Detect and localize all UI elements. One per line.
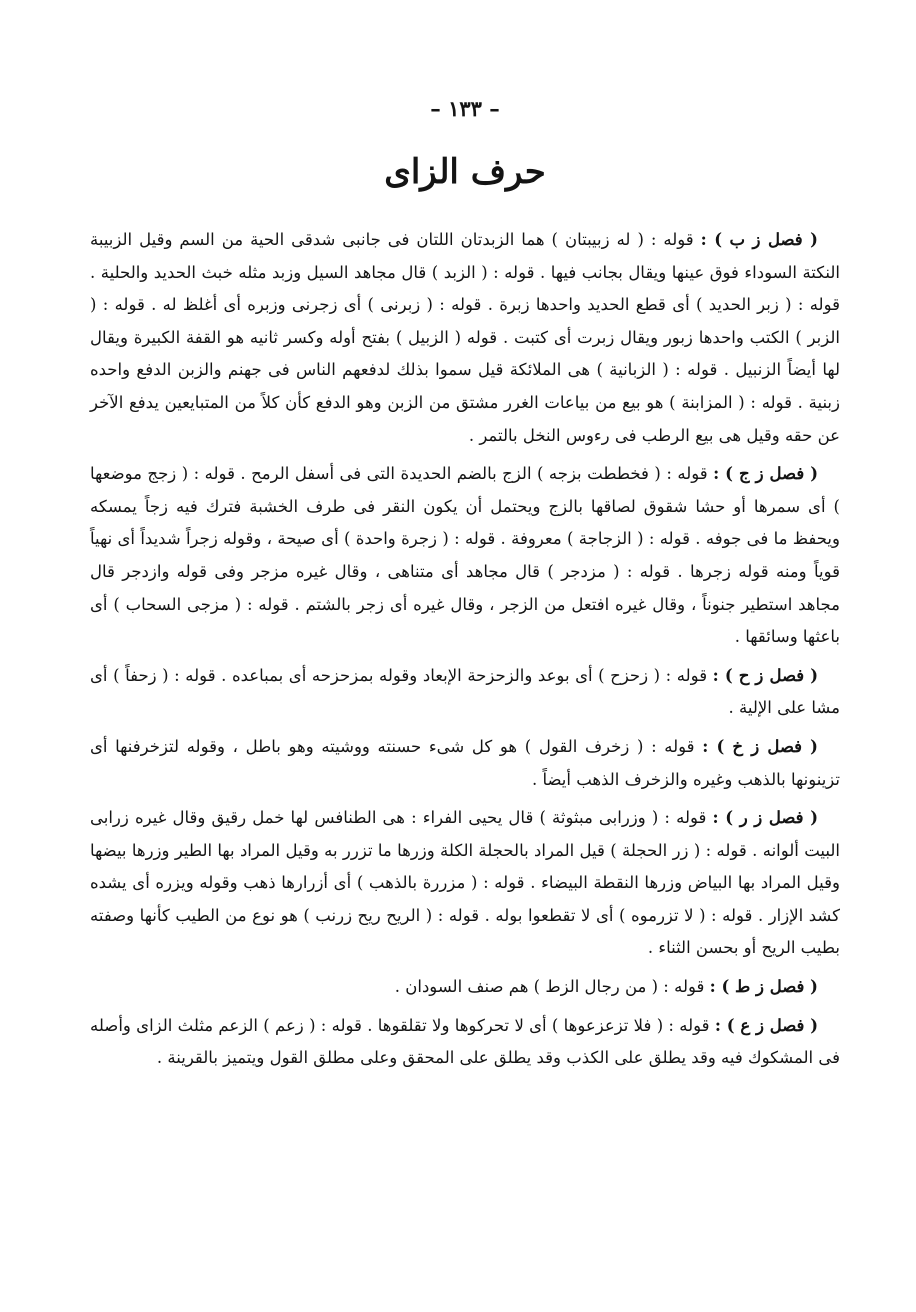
section-zay-kha (90, 731, 840, 796)
section-zay-ha (90, 660, 840, 725)
page-number: – ١٣٣ – (430, 96, 500, 121)
section-heading: ( فصل ز ح ) : (712, 665, 819, 685)
book-page (90, 0, 840, 1312)
section-text: قوله : ( فلا تزعزعوها ) أى لا تحركوها ولا تقلقوها . قوله : ( زعم ) الزعم مثلث الزاى وأصله فى المشكوك فيه وقد يطلق على الكذب وقد يطلق على المحقق وعلى مطلق القول ويتميز بالقرينة . (90, 1015, 840, 1068)
section-text: قوله : ( زخرف القول ) هو كل شىء حسنته ووشيته وهو باطل ، وقوله لتزخرفنها أى تزينونها بالذهب وغيره والزخرف الذهب أيضاً . (90, 736, 840, 789)
section-text: قوله : ( له زبيبتان ) هما الزبدتان اللتان فى جانبى شدقى الحية من السم وقيل الزبيبة النكتة السوداء فوق عينها ويقال بجانب فيها . قوله : ( الزبد ) قال مجاهد السيل وزبد مثله خبث الحديد والحلية . قوله : ( زبر الحديد ) أى قطع الحديد واحدها زبرة . قوله : ( زبرنى ) أى زجرنى وزبره أى أغلظ له . قوله : ( الزبر ) الكتب واحدها زبور ويقال زبرت أى كتبت . قوله ( الزبيل ) بفتح أوله وكسر ثانيه هو القفة الكبيرة ويقال لها أيضاً الزنبيل . قوله : ( الزبانية ) هى الملائكة قيل سموا بذلك لدفعهم الناس فى جهنم والزبن الدفع واحده زبنية . قوله : ( المزابنة ) هو بيع من بياعات الغرر مشتق من الزبن وهو الدفع كأن كلاً من المتبايعين يدفع الآخر عن حقه وقيل هى بيع الرطب فى رءوس النخل بالتمر . (90, 230, 840, 445)
section-text: قوله : ( من رجال الزط ) هم صنف السودان . (394, 977, 705, 997)
section-heading: ( فصل ز ر ) : (712, 808, 819, 828)
section-heading: ( فصل ز ط ) : (709, 977, 818, 997)
chapter-title: حرف الزاى (384, 152, 546, 192)
section-heading: ( فصل ز ع ) : (714, 1015, 819, 1035)
section-text: قوله : ( وزرابى مبثوثة ) قال يحيى الفراء : هى الطنافس لها خمل رقيق وقال غيره زرابى البيت ألوانه . قوله : ( زر الحجلة ) قيل المراد بالحجلة الكلة وزرها ما تزرر به وقيل المراد بها الطير وزرها بيضها وقيل المراد بها البياض وزرها النقطة البيضاء . قوله : ( مزررة بالذهب ) أى أزرارها ذهب وقوله ويزره أى يشده كشد الإزار . قوله : ( لا تزرموه ) أى لا تقطعوا بوله . قوله : ( الريح ريح زرنب ) هو نوع من الطيب كأنها وصفته بطيب الريح أو بحسن الثناء . (90, 808, 840, 958)
section-heading: ( فصل ز ج ) : (713, 464, 818, 484)
section-zay-ta (90, 971, 840, 1004)
section-heading: ( فصل ز ب ) : (700, 230, 818, 249)
section-zay-ba (90, 224, 840, 452)
section-zay-ayn (90, 1010, 840, 1075)
page-body (90, 224, 840, 1081)
section-zay-ra (90, 802, 840, 965)
section-text: قوله : ( زحزح ) أى بوعد والزحزحة الإبعاد وقوله بمزحزحه أى بمباعده . قوله : ( زحفاً ) أى مشا على الإلية . (90, 665, 840, 718)
section-text: قوله : ( فخططت بزجه ) الزج بالضم الحديدة التى فى أسفل الرمح . قوله : ( زجج موضعها ) أى سمرها أو حشا شقوق لصاقها بالزج ويحتمل أن يكون النقر فى طرف الخشبة فترك فيه زجاً يمسكه ويحفظ ما فى جوفه . قوله : ( الزجاجة ) معروفة . قوله : ( زجرة واحدة ) أى صيحة ، وقوله زجراً شديداً أى نهياً قوياً ومنه قوله زجرها . قوله : ( مزدجر ) قال مجاهد أى متناهى ، وقال غيره مزجر وفى قوله وازدجر قال مجاهد استطير جنوناً ، وقال غيره افتعل من الزجر ، وقال غيره أى زجر بالشتم . قوله : ( مزجى السحاب ) أى باعثها وسائقها . (90, 464, 840, 647)
section-heading: ( فصل ز خ ) : (702, 736, 818, 756)
section-zay-jim (90, 458, 840, 654)
